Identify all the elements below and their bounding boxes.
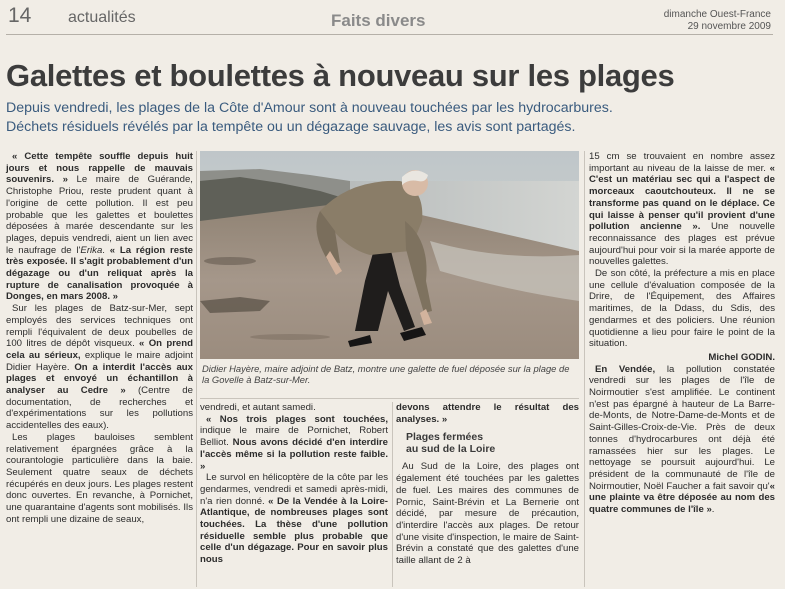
article-chapo bbox=[6, 99, 776, 137]
issue-date bbox=[664, 9, 771, 33]
rubric-name: Faits divers bbox=[331, 11, 426, 30]
paragraph: « Cette tempête souffle depuis huit jours et nous rappelle de mauvais souvenirs. » Le maire de Guérande, Christophe Priou, reste prudent quant à l'origine de cette pollution. Il est peu probable que les galettes et boulettes déposées à marée descendante sur les plages, depuis vendredi, aient un lien avec le naufrage de l'Erika. « La région reste très exposée. Il s'agit probablement d'un dégazage ou d'un reliquat après la rupture de canalisation provoquée à Donges, en mars 2008. » bbox=[6, 151, 193, 303]
paragraph: Le survol en hélicoptère de la côte par les gendarmes, vendredi et samedi après-midi, n'a rien donné. « De la Vendée à la Loire-Atlantique, de nombreuses plages sont touchées. La thèse d'une pollution résiduelle semble plus probable que celle d'un dégazage. Pour en savoir plus nous bbox=[200, 472, 388, 566]
photo-caption: Didier Hayère, maire adjoint de Batz, montre une galette de fuel déposée sur la plage de la Govelle à Batz-sur-Mer. bbox=[202, 363, 570, 385]
caption-divider bbox=[200, 398, 579, 399]
chapo-line-2: Déchets résiduels révélés par la tempête ou un dégazage sauvage, les avis sont partagés. bbox=[6, 119, 576, 135]
paragraph: 15 cm se trouvaient en nombre assez important au niveau de la laisse de mer. « C'est un matériau sec qui a l'aspect de morceaux caoutchouteux. Il ne se transforme pas quand on le déplace. Ce qui laisse à penser qu'il provient d'une pollution ancienne ». Une nouvelle reconnaissance des plages est prévue aujourd'hui pour voir si la marée apporte de nouvelles galettes. bbox=[589, 151, 775, 268]
column-divider bbox=[392, 402, 393, 587]
author-signature: Michel GODIN. bbox=[708, 351, 775, 363]
paragraph: devons attendre le résultat des analyses. » bbox=[396, 402, 579, 425]
paragraph: Sur les plages de Batz-sur-Mer, sept employés des services techniques ont rempli l'équivalent de deux poubelles de 100 litres de dépôt visqueux. « On prend cela au sérieux, explique le maire adjoint Didier Hayère. On a interdit l'accès aux plages et envoyé un échantillon à analyser au Cedre » (Centre de documentation, de recherches et d'expérimentations sur les pollutions accidentelles des eaux). bbox=[6, 303, 193, 432]
paragraph: « Nos trois plages sont touchées, indique le maire de Pornichet, Robert Belliot. Nous avons décidé d'en interdire l'accès même si la pollution reste faible. » bbox=[200, 413, 388, 472]
paragraph: Les plages bauloises semblent relativement épargnées grâce à la courantologie particulière dans la baie. Seulement quatre seaux de déchets récupérés en deux jours. Les plages restent donc ouvertes. En revanche, à Pornichet, une quarantaine d'agents sont mobilisés. Ils ont rempli une dizaine de seaux, bbox=[6, 431, 193, 525]
paragraph: vendredi, et autant samedi. bbox=[200, 402, 316, 413]
article-subtitle: Plages fermées au sud de la Loire bbox=[406, 431, 496, 456]
section-name: actualités bbox=[68, 9, 136, 26]
column-divider bbox=[584, 151, 585, 587]
page-number: 14 bbox=[8, 4, 32, 27]
article-column-2 bbox=[200, 402, 388, 566]
article-column-3 bbox=[396, 402, 579, 567]
header-rule bbox=[6, 34, 773, 35]
article-title: Galettes et boulettes à nouveau sur les plages bbox=[6, 58, 675, 93]
chapo-line-1: Depuis vendredi, les plages de la Côte d'Amour sont à nouveau touchées par les hydrocarbures. bbox=[6, 100, 613, 116]
paragraph: Au Sud de la Loire, des plages ont également été touchées par les galettes de fuel. Les maires des communes de Pornic, Saint-Brévin et La Bernerie ont décidé, par mesure de précaution, d'interdire l'accès aux plages. De retour d'une visite d'inspection, le maire de Saint-Brévin a constaté que des galettes d'une taille allant de 2 à bbox=[396, 461, 579, 567]
beach-photo-illustration bbox=[200, 151, 579, 359]
newspaper-name: dimanche Ouest-France bbox=[663, 9, 771, 20]
paragraph: De son côté, la préfecture a mis en place une cellule d'évaluation composée de la Drire, de l'Équipement, des Affaires maritimes, de la Ddass, du Sdis, des gendarmes et des policiers. Une réunion quotidienne a lieu pour faire le point de la situation. bbox=[589, 268, 775, 350]
column-divider bbox=[196, 151, 197, 587]
paragraph: En Vendée, la pollution constatée vendredi sur les plages de l'île de Noirmoutier s'est amplifiée. Le continent n'est pas épargné à hauteur de La Barre-de-Monts, de Notre-Dame-de-Monts et de Saint-Gilles-Croix-de-Vie. Près de deux tonnes d'hydrocarbures ont déjà été ramassées hier sur les plages. Le nettoyage se poursuit aujourd'hui. Le président de la communauté de l'île de Noirmoutier, Noël Faucher a fait savoir qu'« une plainte va être déposée au nom des quatre communes de l'île ». bbox=[589, 363, 775, 516]
article-photo bbox=[200, 151, 579, 359]
date-text: 29 novembre 2009 bbox=[687, 21, 771, 32]
article-column-1 bbox=[6, 151, 193, 526]
article-column-4 bbox=[589, 151, 775, 516]
